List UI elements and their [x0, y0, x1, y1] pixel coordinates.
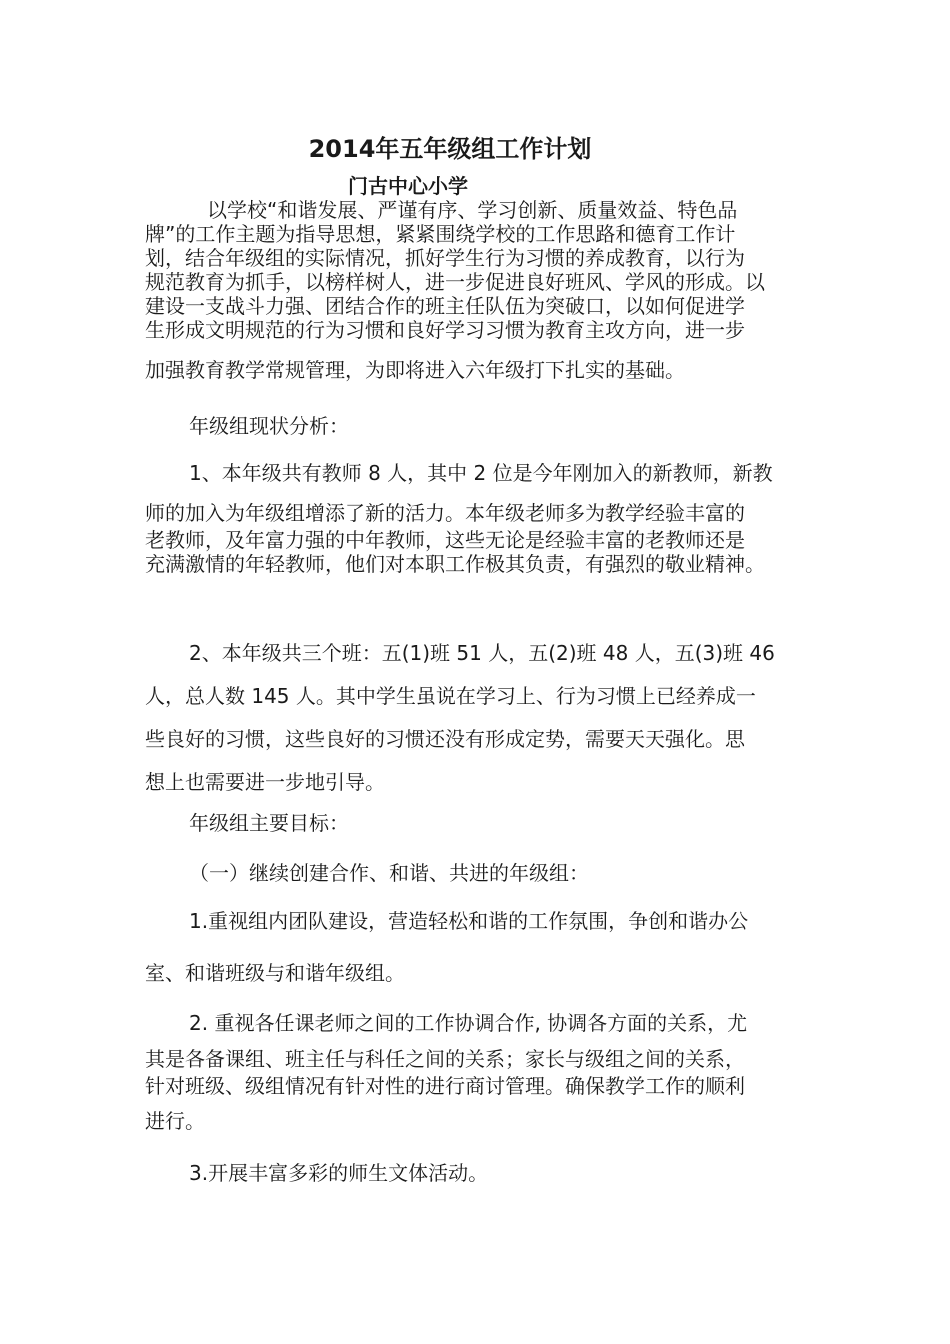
intro-line: 划，结合年级组的实际情况，抓好学生行为习惯的养成教育，以行为 [145, 246, 745, 270]
intro-line: 生形成文明规范的行为习惯和良好学习习惯为教育主攻方向，进一步 [145, 318, 745, 342]
intro-line: 牌”的工作主题为指导思想，紧紧围绕学校的工作思路和德育工作计 [145, 222, 736, 246]
goal-2-line: 针对班级、级组情况有针对性的进行商讨管理。确保教学工作的顺利 [145, 1074, 745, 1098]
status-item-1-line: 1、本年级共有教师 8 人，其中 2 位是今年刚加入的新教师，新教 [189, 461, 773, 485]
status-item-1-line: 师的加入为年级组增添了新的活力。本年级老师多为教学经验丰富的 [145, 501, 745, 525]
status-item-2-line: 些良好的习惯，这些良好的习惯还没有形成定势，需要天天强化。思 [145, 727, 745, 751]
goals-heading: 年级组主要目标： [189, 811, 349, 835]
goal-2 [145, 1008, 817, 1136]
status-item-2-line: 人，总人数 145 人。其中学生虽说在学习上、行为习惯上已经养成一 [145, 684, 756, 708]
intro-paragraph [145, 198, 817, 382]
goal-2-line: 其是各备课组、班主任与科任之间的关系；家长与级组之间的关系， [145, 1047, 745, 1071]
document-title: 2014年五年级组工作计划 [308, 135, 592, 163]
goal-2-line: 2. 重视各任课老师之间的工作协调合作, 协调各方面的关系，尤 [189, 1011, 748, 1035]
goal-1-line: 1.重视组内团队建设，营造轻松和谐的工作氛围，争创和谐办公 [189, 909, 749, 933]
status-item-1-line: 老教师，及年富力强的中年教师，这些无论是经验丰富的老教师还是 [145, 528, 745, 552]
intro-line: 建设一支战斗力强、团结合作的班主任队伍为突破口，以如何促进学 [145, 294, 745, 318]
status-item-2-line: 2、本年级共三个班：五(1)班 51 人，五(2)班 48 人，五(3)班 46 [189, 641, 775, 665]
intro-line: 加强教育教学常规管理，为即将进入六年级打下扎实的基础。 [145, 358, 685, 382]
intro-line: 以学校“和谐发展、严谨有序、学习创新、质量效益、特色品 [207, 198, 738, 222]
status-item-1-line: 充满激情的年轻教师，他们对本职工作极其负责，有强烈的敬业精神。 [145, 552, 765, 576]
goal-subheading-1: （一）继续创建合作、和谐、共进的年级组： [189, 861, 589, 885]
intro-line: 规范教育为抓手，以榜样树人，进一步促进良好班风、学风的形成。以 [145, 270, 765, 294]
status-item-2 [145, 632, 817, 804]
goal-1 [145, 906, 817, 988]
status-item-1 [145, 458, 817, 576]
goal-1-line: 室、和谐班级与和谐年级组。 [145, 961, 405, 985]
document-subtitle: 门古中心小学 [348, 174, 468, 198]
status-heading: 年级组现状分析： [189, 414, 349, 438]
goal-2-line: 进行。 [145, 1109, 205, 1133]
status-item-2-line: 想上也需要进一步地引导。 [145, 770, 385, 794]
goal-3: 3.开展丰富多彩的师生文体活动。 [189, 1161, 489, 1185]
